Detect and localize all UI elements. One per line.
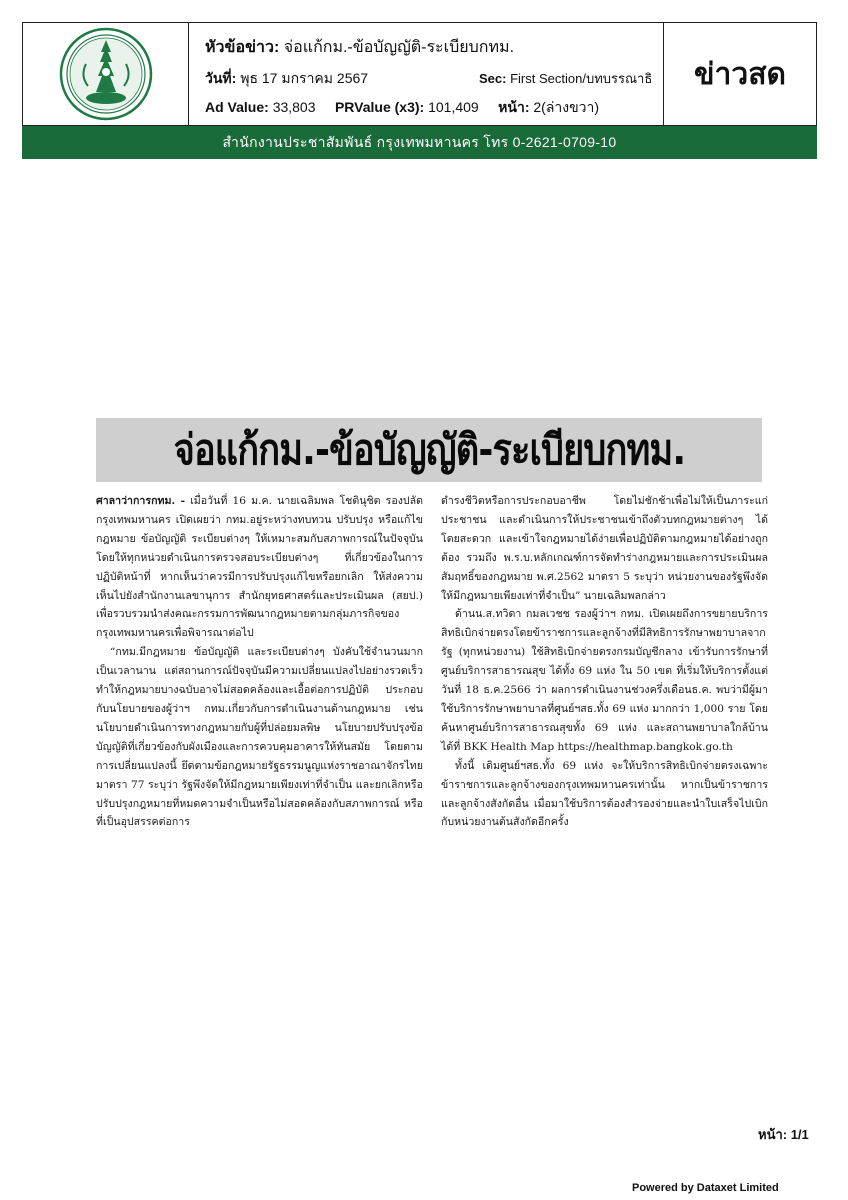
paragraph: “กทม.มีกฎหมาย ข้อบัญญัติ และระเบียบต่างๆ บังคับใช้จำนวนมากเป็นเวลานาน แต่สถานการณ์ปัจจุบันมีความเปลี่ยนแปลงไปอย่างรวดเร็ว ทำให้กฎหมายบางฉบับอาจไม่สอดคล้องและเอื้อต่อการปฏิบัติ ประกอบกับนโยบายของผู้ว่าฯ กทม.เกี่ยวกับการดำเนินงานด้านกฎหมาย เช่น นโยบายดำเนินการทางกฎหมายกับผู้ที่ปล่อยมลพิษ นโยบายปรับปรุงข้อบัญญัติที่เกี่ยวข้องกับผังเมืองและการควบคุมอาคารให้ทันสมัย โดยตามการเปลี่ยนแปลงนี้ ยึดตามข้อกฎหมายรัฐธรรมนูญแห่งราชอาณาจักรไทย มาตรา 77 ระบุว่า รัฐพึงจัดให้มีกฎหมายเพียงเท่าที่จำเป็น และยกเลิกหรือปรับปรุงกฎหมายที่หมดความจำเป็นหรือไม่สอดคล้องกับสภาพการณ์ หรือที่เป็นอุปสรรคต่อการ (96, 646, 423, 829)
article-column-right (441, 492, 768, 832)
banner-text: สำนักงานประชาสัมพันธ์ กรุงเทพมหานคร โทร 0-2621-0709-10 (222, 133, 617, 150)
article-headline: จ่อแก้กม.-ข้อบัญญัติ-ระเบียบกทม. (173, 425, 685, 474)
section-value: First Section/บทบรรณาธิ (510, 71, 653, 86)
article-body (96, 492, 768, 832)
ad-value-label: Ad Value: (205, 99, 269, 115)
paragraph: ดำรงชีวิตหรือการประกอบอาชีพ โดยไม่ชักช้าเพื่อไม่ให้เป็นภาระแก่ประชาชน และดำเนินการให้ประชาชนเข้าถึงตัวบทกฎหมายต่างๆ ได้โดยสะดวก และเข้าใจกฎหมายได้ง่ายเพื่อปฏิบัติตามกฎหมายได้อย่างถูกต้อง รวมถึง พ.ร.บ.หลักเกณฑ์การจัดทำร่างกฎหมายและการประเมินผลสัมฤทธิ์ของกฎหมาย พ.ศ.2562 มาตรา 5 ระบุว่า หน่วยงานของรัฐพึงจัดให้มีกฎหมายเพียงเท่าที่จำเป็น” นายเฉลิมพลกล่าว (441, 495, 768, 602)
meta-cell (189, 23, 664, 125)
section-label: Sec: (479, 71, 507, 86)
paragraph: ทั้งนี้ เดิมศูนย์ฯสธ.ทั้ง 69 แห่ง จะให้บริการสิทธิเบิกจ่ายตรงเฉพาะข้าราชการและลูกจ้างของกรุงเทพมหานครเท่านั้น หากเป็นข้าราชการและลูกจ้างสังกัดอื่น เมื่อมาใช้บริการต้องสำรองจ่ายและนำใบเสร็จไปเบิกกับหน่วยงานต้นสังกัดอีกครั้ง (441, 759, 768, 829)
news-type-tag: ข่าวสด (694, 57, 786, 91)
page-indicator: หน้า: 1/1 (758, 1127, 809, 1142)
ad-value: 33,803 (272, 99, 316, 115)
page-label: หน้า: (498, 99, 530, 115)
paragraph-text: เมื่อวันที่ 16 ม.ค. นายเฉลิมพล โชตินุชิต รองปลัดกรุงเทพมหานคร เปิดเผยว่า กทม.อยู่ระหว่างทบทวน ปรับปรุง หรือแก้ไขกฎหมาย ข้อบัญญัติ ระเบียบต่างๆ ให้เหมาะสมกับสภาพการณ์ในปัจจุบัน โดยให้ทุกหน่วยดำเนินการตรวจสอบระเบียบต่างๆ ที่เกี่ยวข้องในการปฏิบัติหน้าที่ หากเห็นว่าควรมีการปรับปรุงแก้ไขหรือยกเลิก ให้ส่งความเห็นไปยังสำนักงานเลขานุการ สำนักยุทธศาสตร์และประเมินผล (สยป.) เพื่อรวบรวมนำส่งคณะกรรมการพัฒนากฎหมายตามกลุ่มภารกิจของกรุงเทพมหานครเพื่อพิจารณาต่อไป (96, 495, 424, 640)
date-value: พุธ 17 มกราคม 2567 (240, 70, 369, 86)
bangkok-city-seal-icon (58, 26, 154, 122)
section-row (479, 68, 652, 89)
pr-office-banner (22, 126, 817, 159)
news-clipping (96, 418, 768, 832)
date-label: วันที่: (205, 70, 237, 86)
headline-label: หัวข้อข่าว: (205, 39, 280, 56)
page-value: 2(ล่างขวา) (533, 99, 600, 115)
paragraph (96, 492, 423, 643)
value-row (205, 97, 599, 119)
powered-by: Powered by Dataxet Limited (632, 1182, 779, 1194)
paragraph: ด้านน.ส.ทวิดา กมลเวชช รองผู้ว่าฯ กทม. เปิดเผยถึงการขยายบริการสิทธิเบิกจ่ายตรงโดยข้าราชการและลูกจ้างที่มีสิทธิการรักษาพยาบาลจากรัฐ (ทุกหน่วยงาน) ใช้สิทธิเบิกจ่ายตรงกรมบัญชีกลาง เข้ารับการรักษาที่ศูนย์บริการสาธารณสุข ได้ทั้ง 69 แห่ง ใน 50 เขต ที่เริ่มให้บริการตั้งแต่วันที่ 18 ธ.ค.2566 ว่า ผลการดำเนินงานช่วงครึ่งเดือนธ.ค. พบว่ามีผู้มาใช้บริการรักษาพยาบาลที่ศูนย์ฯสธ.ทั้ง 69 แห่ง มากกว่า 1,000 ราย โดยค้นหาศูนย์บริการสาธารณสุขทั้ง 69 แห่ง และสถานพยาบาลใกล้บ้านได้ที่ BKK Health Map https://healthmap.bangkok.go.th (441, 608, 768, 753)
logo-cell (23, 23, 189, 125)
article-column-left (96, 492, 423, 832)
clipping-header (22, 22, 817, 126)
date-row (205, 68, 368, 90)
article-headline-box (96, 418, 762, 482)
article-lead: ศาลาว่าการกทม. - (96, 495, 186, 507)
headline-value: จ่อแก้กม.-ข้อบัญญัติ-ระเบียบกทม. (283, 39, 515, 56)
headline-row (205, 35, 514, 60)
pr-value-label: PRValue (x3): (334, 99, 425, 115)
pr-value: 101,409 (428, 99, 479, 115)
